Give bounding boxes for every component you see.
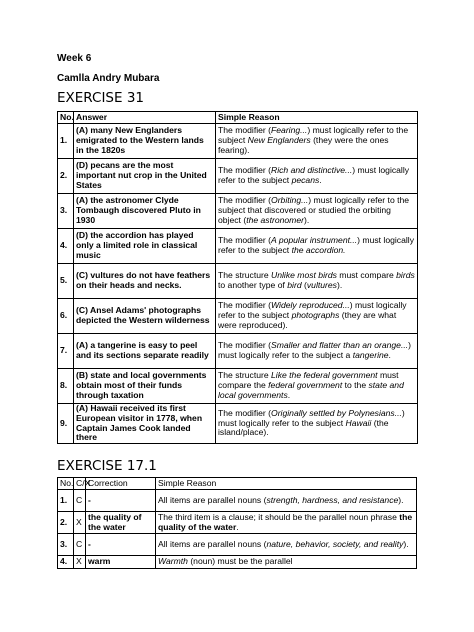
reason-text: All items are parallel nouns ( [158, 494, 267, 505]
row-number: 8. [58, 369, 74, 404]
table-row [58, 264, 418, 299]
reason-text: tangerine [352, 350, 389, 360]
cx-cell: X [74, 556, 86, 569]
reason-text: ). [336, 280, 343, 290]
reason-text: The modifier ( [218, 165, 272, 176]
reason-text: The modifier ( [218, 340, 272, 351]
row-number: 7. [58, 334, 74, 369]
column-header: Answer [74, 112, 216, 124]
reason-text: (the island/place). [218, 417, 389, 438]
reason-cell [156, 490, 417, 512]
reason-cell [156, 534, 417, 556]
table-row [58, 229, 418, 264]
reason-cell [156, 556, 417, 569]
reason-text: The modifier ( [218, 235, 272, 246]
correction-cell: the quality of the water [86, 512, 156, 534]
reason-cell [216, 229, 418, 264]
exercise-17-1-title: EXERCISE 17.1 [57, 458, 157, 474]
reason-text: to another type of [218, 280, 288, 290]
reason-cell [216, 159, 418, 194]
reason-text: ) must logically refer to the subject [218, 165, 410, 185]
reason-text: A popular instrument... [271, 235, 358, 246]
table-row [58, 194, 418, 229]
reason-text: state and local governments [218, 380, 404, 400]
answer-cell: (B) state and local governments obtain most of their funds through taxation [74, 369, 216, 404]
reason-text: All items are parallel nouns ( [158, 538, 267, 549]
reason-text: ). [304, 214, 310, 225]
reason-text: The modifier ( [218, 300, 272, 311]
cx-cell: C [74, 534, 86, 556]
reason-text: Orbiting... [271, 195, 309, 206]
reason-text: the accordion. [291, 245, 346, 255]
week-heading: Week 6 [57, 53, 92, 64]
row-number: 3. [58, 534, 74, 556]
reason-text: birds [396, 270, 415, 281]
column-header: Simple Reason [156, 478, 417, 490]
reason-text: (they were the ones fearing). [218, 135, 389, 155]
reason-text: Originally settled by Polynesians... [271, 407, 402, 418]
table-row [58, 369, 418, 404]
reason-text: Unlike most birds [271, 270, 337, 281]
row-number: 3. [58, 194, 74, 229]
reason-text: strength, hardness, and resistance [266, 494, 399, 505]
author-name: Camlla Andry Mubara [57, 73, 160, 84]
reason-text: ) must logically refer to the subject [218, 300, 407, 321]
reason-text: pecans [291, 175, 320, 185]
exercise-31-table [57, 111, 418, 444]
row-number: 6. [58, 299, 74, 334]
answer-cell: (A) many New Englanders emigrated to the Western lands in the 1820s [74, 124, 216, 159]
answer-cell: (C) vultures do not have feathers on their heads and necks. [74, 264, 216, 299]
table-row [58, 159, 418, 194]
reason-text: ( [301, 280, 307, 290]
correction-cell: warm [86, 556, 156, 569]
reason-text: Like the federal government [271, 370, 378, 381]
table-header-row [58, 112, 418, 124]
row-number: 9. [58, 404, 74, 444]
column-header: Correction [86, 478, 156, 490]
reason-text: ) must logically refer to the subject [218, 235, 414, 255]
table-row [58, 512, 417, 534]
row-number: 2. [58, 512, 74, 534]
reason-text: ) must logically refer to the subject that discovered or studied the orbiting object ( [218, 195, 410, 225]
table-row [58, 490, 417, 512]
table-row [58, 404, 418, 444]
reason-text: Widely reproduced... [271, 300, 350, 311]
answer-cell: (A) a tangerine is easy to peel and its sections separate readily [74, 334, 216, 369]
row-number: 4. [58, 229, 74, 264]
correction-cell: - [86, 534, 156, 556]
column-header: No. [58, 478, 74, 490]
reason-cell [216, 194, 418, 229]
reason-text: The third item is a clause; it should be the parallel noun phrase [158, 511, 400, 522]
table-row [58, 534, 417, 556]
reason-text: The modifier ( [218, 125, 272, 136]
reason-text: The structure [218, 370, 272, 381]
reason-text: must compare [336, 270, 397, 281]
reason-text: The structure [218, 270, 272, 281]
reason-cell [156, 512, 417, 534]
reason-text: photographs [291, 310, 340, 321]
column-header: No. [58, 112, 74, 124]
reason-text: vultures [306, 280, 337, 290]
table-row [58, 299, 418, 334]
cx-cell: C [74, 490, 86, 512]
cx-cell: X [74, 512, 86, 534]
reason-text: ). [398, 494, 404, 505]
reason-cell [216, 264, 418, 299]
row-number: 5. [58, 264, 74, 299]
reason-text: (noun) must be the parallel [187, 556, 293, 567]
reason-text: federal government [268, 380, 343, 391]
reason-text: the astronomer [246, 214, 304, 225]
table-row [58, 556, 417, 569]
column-header: Simple Reason [216, 112, 418, 124]
reason-text: ) must logically refer to the subject [218, 407, 405, 428]
reason-text: The modifier ( [218, 195, 272, 206]
reason-text: ) must logically refer to the subject [218, 125, 409, 146]
reason-text: ). [403, 538, 409, 549]
reason-text: New Englanders [247, 135, 311, 146]
row-number: 2. [58, 159, 74, 194]
reason-cell [216, 299, 418, 334]
table-header-row [58, 478, 417, 490]
answer-cell: (D) the accordion has played only a limited role in classical music [74, 229, 216, 264]
reason-cell [216, 369, 418, 404]
reason-text: ) must logically refer to the subject a [218, 340, 411, 360]
reason-text: (they are what were reproduced). [218, 310, 397, 330]
reason-text: the quality of the water [158, 511, 413, 532]
reason-text: Smaller and flatter than an orange... [271, 340, 409, 351]
row-number: 1. [58, 124, 74, 159]
column-header: C/X [74, 478, 86, 490]
reason-cell [216, 124, 418, 159]
reason-text: must compare the [218, 370, 399, 391]
answer-cell: (A) the astronomer Clyde Tombaugh discovered Pluto in 1930 [74, 194, 216, 229]
answer-cell: (C) Ansel Adams' photographs depicted the Western wilderness [74, 299, 216, 334]
reason-text: . [287, 389, 291, 400]
reason-text: to the [342, 380, 369, 391]
reason-cell [216, 334, 418, 369]
reason-text: Warmth [158, 556, 188, 567]
answer-cell: (D) pecans are the most important nut crop in the United States [74, 159, 216, 194]
reason-text: bird [287, 280, 302, 290]
answer-cell: (A) Hawaii received its first European visitor in 1778, when Captain James Cook landed there [74, 404, 216, 444]
reason-cell [216, 404, 418, 444]
reason-text: Hawaii [345, 417, 372, 428]
reason-text: Fearing... [271, 125, 308, 136]
row-number: 1. [58, 490, 74, 512]
row-number: 4. [58, 556, 74, 569]
correction-cell: - [86, 490, 156, 512]
exercise-31-title: EXERCISE 31 [57, 90, 144, 106]
reason-text: The modifier ( [218, 407, 272, 418]
reason-text: . [319, 175, 322, 185]
reason-text: . [388, 350, 391, 360]
table-row [58, 124, 418, 159]
exercise-17-1-table [57, 477, 417, 569]
reason-text: nature, behavior, society, and reality [266, 538, 404, 549]
reason-text: . [236, 521, 239, 532]
reason-text: Rich and distinctive... [271, 165, 353, 176]
table-row [58, 334, 418, 369]
